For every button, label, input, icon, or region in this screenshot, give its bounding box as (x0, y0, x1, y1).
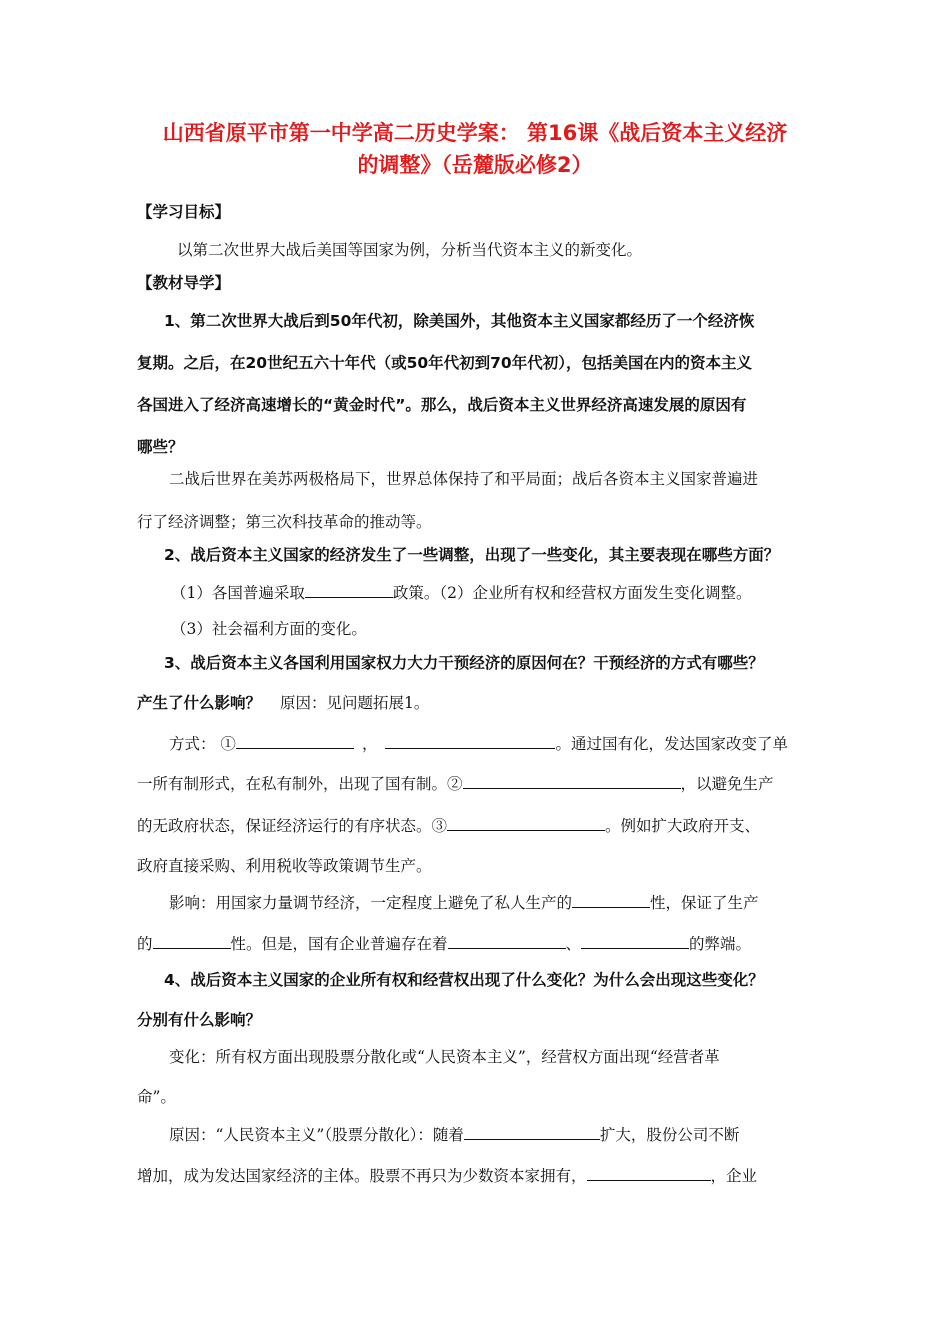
q3-method-1-prefix: 方式： ① (169, 735, 236, 753)
fill-blank-method-2[interactable] (463, 773, 681, 789)
q3-effect-1 (169, 892, 849, 913)
q3-method-2 (137, 773, 817, 794)
q3-effect-2 (137, 933, 817, 954)
q2-line-1: 2、战后资本主义国家的经济发生了一些调整，出现了一些变化，其主要表现在哪些方面？ (164, 546, 780, 564)
q3-effect-2-sep: 、 (565, 935, 582, 953)
goal-text: 以第二次世界大战后美国等国家为例，分析当代资本主义的新变化。 (177, 241, 643, 259)
q3-method-2-suffix: ，以避免生产 (680, 775, 774, 793)
q3-effect-2-prefix: 的 (137, 935, 153, 953)
q4-reason-1-suffix: 扩大，股份公司不断 (599, 1126, 740, 1144)
q4-reason-2-prefix: 增加，成为发达国家经济的主体。股票不再只为少数资本家拥有， (137, 1167, 587, 1185)
q3-effect-1-prefix: 影响：用国家力量调节经济，一定程度上避免了私人生产的 (169, 894, 573, 912)
q4-reason-2 (137, 1165, 817, 1186)
fill-blank-effect-3[interactable] (448, 933, 566, 949)
fill-blank-policy[interactable] (305, 582, 393, 598)
q3-line-1: 3、战后资本主义各国利用国家权力大力干预经济的原因何在？干预经济的方式有哪些？ (164, 654, 764, 672)
q3-effect-1-suffix: 性，保证了生产 (650, 894, 759, 912)
q3-line-2-question: 产生了什么影响？ (137, 694, 262, 712)
fill-blank-effect-1[interactable] (572, 892, 650, 908)
q1-answer-2: 行了经济调整；第三次科技革命的推动等。 (137, 513, 432, 531)
q2-answer-1-prefix: （1）各国普遍采取 (171, 584, 305, 602)
fill-blank-method-1b[interactable] (385, 733, 555, 749)
q3-effect-2-suffix: 的弊端。 (689, 935, 752, 953)
fill-blank-reason-1[interactable] (464, 1124, 600, 1140)
fill-blank-effect-2[interactable] (153, 933, 231, 949)
q3-method-1 (169, 733, 849, 754)
q3-method-3-prefix: 的无政府状态，保证经济运行的有序状态。③ (137, 817, 448, 835)
title-line-2: 的调整》（岳麓版必修2） (357, 153, 593, 177)
q1-line-2: 复期。之后，在20世纪五六十年代（或50年代初到70年代初），包括美国在内的资本主义 (137, 354, 752, 372)
title-line-1: 山西省原平市第一中学高二历史学案： 第16课《战后资本主义经济 (162, 121, 788, 145)
q4-reason-1 (169, 1124, 849, 1145)
fill-blank-method-1a[interactable] (236, 733, 354, 749)
q3-line-2 (137, 693, 817, 713)
q1-line-3: 各国进入了经济高速增长的“黄金时代”。那么，战后资本主义世界经济高速发展的原因有 (137, 396, 747, 414)
q2-answer-1 (171, 582, 851, 603)
q3-method-1-sep: ， (361, 735, 378, 753)
q4-change-2: 命”。 (137, 1088, 176, 1106)
q3-effect-2-mid: 性。但是，国有企业普遍存在着 (230, 935, 448, 953)
fill-blank-effect-4[interactable] (581, 933, 689, 949)
q1-line-1: 1、第二次世界大战后到50年代初，除美国外，其他资本主义国家都经历了一个经济恢 (164, 312, 755, 330)
guide-header: 【教材导学】 (137, 274, 231, 292)
q3-method-4: 政府直接采购、利用税收等政策调节生产。 (137, 857, 432, 875)
fill-blank-reason-2[interactable] (587, 1165, 711, 1181)
q4-change-1: 变化：所有权方面出现股票分散化或“人民资本主义”，经营权方面出现“经营者革 (169, 1048, 720, 1066)
q3-method-3 (137, 815, 817, 836)
q2-answer-2: （3）社会福利方面的变化。 (171, 620, 367, 638)
document-title (120, 117, 830, 181)
q2-answer-1-suffix: 政策。（2）企业所有权和经营权方面发生变化调整。 (392, 584, 752, 602)
q3-method-1-suffix: 。通过国有化，发达国家改变了单 (555, 735, 788, 753)
q3-method-3-suffix: 。例如扩大政府开支、 (605, 817, 761, 835)
q3-method-2-prefix: 一所有制形式，在私有制外，出现了国有制。② (137, 775, 463, 793)
q4-reason-2-suffix: ，企业 (710, 1167, 758, 1185)
goal-header: 【学习目标】 (137, 203, 231, 221)
q3-reason: 原因：见问题拓展1。 (279, 694, 430, 712)
q4-line-2: 分别有什么影响？ (137, 1011, 262, 1029)
q4-reason-1-prefix: 原因：“人民资本主义”（股票分散化）：随着 (169, 1126, 464, 1144)
q1-line-4: 哪些？ (137, 438, 184, 456)
q4-line-1: 4、战后资本主义国家的企业所有权和经营权出现了什么变化？为什么会出现这些变化？ (164, 971, 764, 989)
fill-blank-method-3[interactable] (447, 815, 605, 831)
q1-answer-1: 二战后世界在美苏两极格局下，世界总体保持了和平局面；战后各资本主义国家普遍进 (169, 470, 759, 488)
